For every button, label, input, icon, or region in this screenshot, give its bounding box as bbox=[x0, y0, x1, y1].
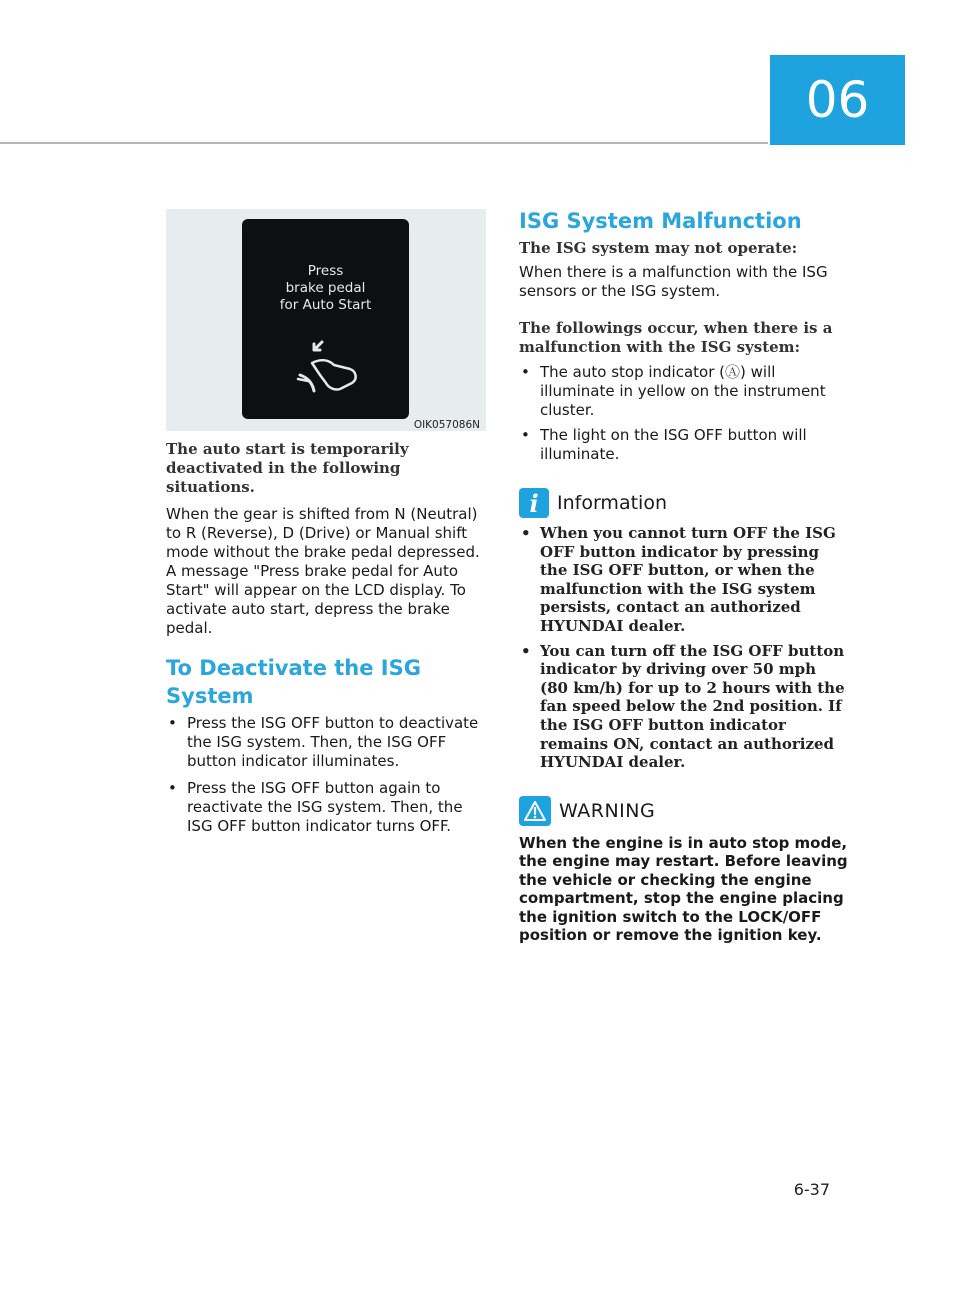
malfunction-list bbox=[519, 363, 849, 464]
chapter-tab: 06 bbox=[770, 55, 905, 145]
information-title: Information bbox=[557, 492, 667, 514]
auto-stop-indicator-icon: Ⓐ bbox=[725, 363, 741, 381]
header-rule bbox=[0, 142, 768, 144]
intro-heading: The auto start is temporarily deactivated in the following situations. bbox=[166, 440, 409, 496]
screen-message: Press brake pedal for Auto Start bbox=[279, 263, 372, 313]
deactivate-list bbox=[166, 714, 492, 836]
list-item: • When you cannot turn OFF the ISG OFF button indicator by pressing the ISG OFF button, or when the malfunction with the ISG system persists, contact an authorized HYUNDAI dealer. bbox=[519, 524, 849, 636]
list-item: • The auto stop indicator (Ⓐ) will illuminate in yellow on the instrument cluster. bbox=[519, 363, 849, 420]
warning-triangle-icon bbox=[519, 796, 551, 826]
list-item: • Press the ISG OFF button again to reactivate the ISG system. Then, the ISG OFF button indicator turns OFF. bbox=[166, 779, 492, 836]
list-item: • Press the ISG OFF button to deactivate the ISG system. Then, the ISG OFF button indicator illuminates. bbox=[166, 714, 492, 771]
lcd-screen bbox=[242, 219, 409, 419]
page-number: 6-37 bbox=[793, 1180, 830, 1199]
section-title-malfunction: ISG System Malfunction bbox=[519, 209, 802, 233]
information-header bbox=[519, 488, 849, 518]
section-title-deactivate: To Deactivate the ISG System bbox=[166, 656, 421, 708]
subheading-followings: The followings occur, when there is a malfunction with the ISG system: bbox=[519, 319, 833, 356]
list-item: • The light on the ISG OFF button will illuminate. bbox=[519, 426, 849, 464]
info-icon: i bbox=[519, 488, 549, 518]
information-list bbox=[519, 524, 849, 772]
warning-title: WARNING bbox=[559, 799, 656, 822]
warning-text: When the engine is in auto stop mode, the engine may restart. Before leaving the vehicle or checking the engine compartment, stop the engine placing the ignition switch to the LOCK/OFF position or remove the ignition key. bbox=[519, 833, 848, 945]
list-item: • You can turn off the ISG OFF button indicator by driving over 50 mph (80 km/h) for up to 2 hours with the fan speed below the 2nd position. If the ISG OFF button indicator remains ON, contact an authorized HYUNDAI dealer. bbox=[519, 642, 849, 772]
foot-on-pedal-icon bbox=[290, 339, 362, 399]
right-column bbox=[519, 207, 849, 945]
body-malfunction: When there is a malfunction with the ISG sensors or the ISG system. bbox=[519, 263, 828, 300]
intro-body: When the gear is shifted from N (Neutral) to R (Reverse), D (Drive) or Manual shift mode without the brake pedal depressed. A message "Press brake pedal for Auto Start" will appear on the LCD display. To activate auto start, depress the brake pedal. bbox=[166, 505, 480, 637]
left-column bbox=[166, 440, 492, 836]
figure-caption: OIK057086N bbox=[413, 419, 480, 431]
warning-header bbox=[519, 796, 849, 826]
figure bbox=[166, 209, 486, 431]
subheading-may-not-operate: The ISG system may not operate: bbox=[519, 239, 798, 257]
